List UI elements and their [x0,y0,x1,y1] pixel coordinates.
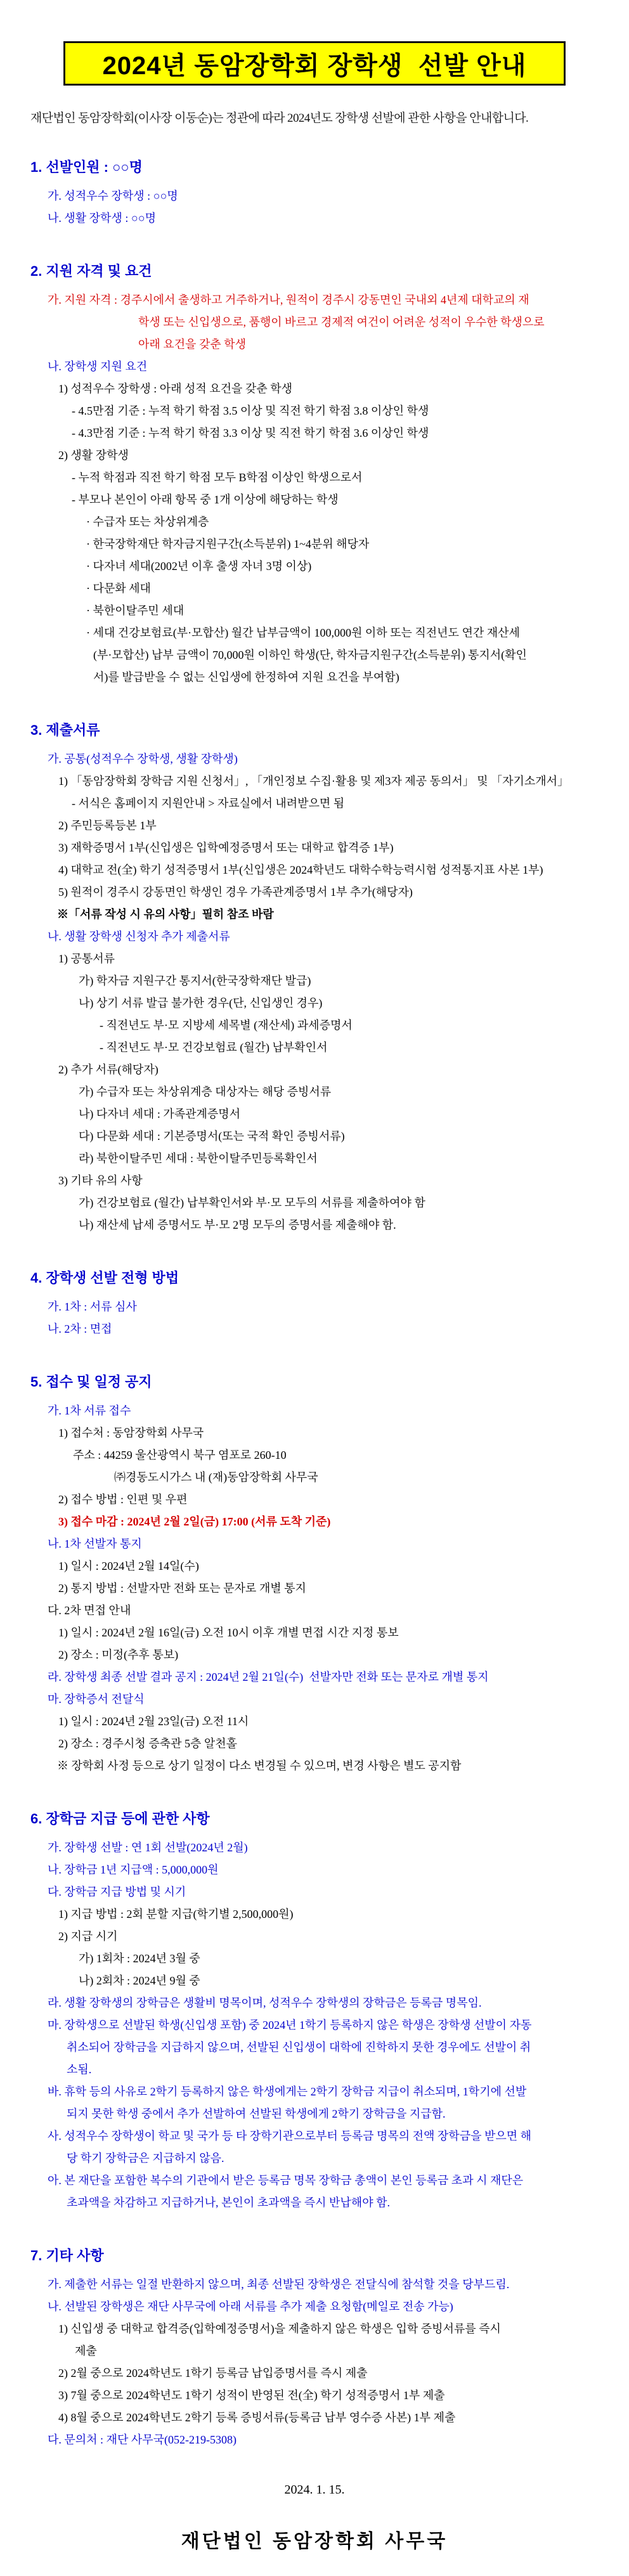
text-line: 가. 성적우수 장학생 : ○○명 [48,190,178,202]
intro-paragraph: 재단법인 동암장학회(이사장 이동순)는 정관에 따라 2024년도 장학생 선발에 관한 사항을 안내합니다. [30,112,529,125]
text-line: 취소되어 장학금을 지급하지 않으며, 선발된 신입생이 대학에 진학하지 못한 경우에도 선발이 취 [67,2041,531,2054]
text-line: 나) 재산세 납세 증명서도 부·모 2명 모두의 증명서를 제출해야 함. [79,1219,396,1231]
text-line: 나. 선발된 장학생은 재단 사무국에 아래 서류를 추가 제출 요청함(메일로 전송 가능) [48,2300,453,2313]
page-title: 2024년 동암장학회 장학생 선발 안내 [102,51,527,80]
text-line: · 다자녀 세대(2002년 이후 출생 자녀 3명 이상) [86,560,312,573]
text-line: 나. 장학금 1년 지급액 : 5,000,000원 [48,1863,219,1876]
text-line: · 한국장학재단 학자금지원구간(소득분위) 1~4분위 해당자 [86,538,370,550]
text-line: 1) 「동암장학회 장학금 지원 신청서」, 「개인정보 수집·활용 및 제3자 제공 동의서」 및 「자기소개서」 [58,775,569,787]
text-line: 다) 다문화 세대 : 기본증명서(또는 국적 확인 증빙서류) [79,1130,345,1142]
text-line: 다. 장학금 지급 방법 및 시기 [48,1886,186,1898]
section-heading: 7. 기타 사항 [30,2248,104,2263]
text-line: 3) 기타 유의 사항 [58,1174,143,1187]
text-line: 나. 2차 : 면접 [48,1323,112,1335]
text-line: 2) 주민등록등본 1부 [58,819,157,832]
text-line: 마. 장학증서 전달식 [48,1693,145,1705]
text-line: 2) 장소 : 경주시청 증축관 5층 알천홀 [58,1737,238,1750]
text-line: 1) 일시 : 2024년 2월 14일(수) [58,1560,199,1572]
text-line: 가. 장학생 선발 : 연 1회 선발(2024년 2월) [48,1841,248,1854]
section-heading: 2. 지원 자격 및 요건 [30,263,152,279]
text-line: 3) 7월 중으로 2024학년도 1학기 성적이 반영된 전(全) 학기 성적증명서 1부 제출 [58,2389,445,2402]
text-line: 가. 1차 서류 접수 [48,1404,131,1417]
section [0,722,629,1236]
title-banner [63,41,566,86]
text-line: ※ 장학회 사정 등으로 상기 일정이 다소 변경될 수 있으며, 변경 사항은 별도 공지함 [57,1759,462,1772]
sections [0,159,629,2451]
text-line: 가. 공통(성적우수 장학생, 생활 장학생) [48,753,238,765]
text-line: 2) 장소 : 미정(추후 통보) [58,1648,179,1661]
text-line: 주소 : 44259 울산광역시 북구 염포로 260-10 [73,1449,287,1461]
text-line: 1) 신입생 중 대학교 합격증(입학예정증명서)을 제출하지 않은 학생은 입학 증빙서류를 즉시 [58,2322,501,2335]
text-line: 나. 1차 선발자 통지 [48,1537,142,1550]
text-line: 다. 2차 면접 안내 [48,1604,131,1617]
section [0,1810,629,2214]
section-heading: 3. 제출서류 [30,722,100,738]
text-line: - 직전년도 부·모 지방세 세목별 (재산세) 과세증명서 [100,1019,353,1032]
section-heading: 6. 장학금 지급 등에 관한 사항 [30,1811,210,1827]
text-line: 2) 접수 방법 : 인편 및 우편 [58,1493,188,1506]
section-heading: 5. 접수 및 일정 공지 [30,1374,152,1390]
text-line: 3) 재학증명서 1부(신입생은 입학예정증명서 또는 대학교 합격증 1부) [58,841,394,854]
text-line: 학생 또는 신입생으로, 품행이 바르고 경제적 여건이 어려운 성적이 우수한 학생으로 [138,316,545,328]
text-line: 마. 장학생으로 선발된 학생(신입생 포함) 중 2024년 1학기 등록하지 않은 학생은 장학생 선발이 자동 [48,2019,532,2031]
text-line: 4) 8월 중으로 2024학년도 2학기 등록 증빙서류(등록금 납부 영수증 사본) 1부 제출 [58,2411,456,2424]
text-line: 4) 대학교 전(全) 학기 성적증명서 1부(신입생은 2024학년도 대학수학능력시험 성적통지표 사본 1부) [58,864,543,876]
text-line: 1) 접수처 : 동암장학회 사무국 [58,1427,204,1439]
text-line: 2) 추가 서류(해당자) [58,1063,159,1076]
text-line: 나) 2회차 : 2024년 9월 중 [79,1974,200,1987]
section [0,1269,629,1340]
text-line: - 4.3만점 기준 : 누적 학기 학점 3.3 이상 및 직전 학기 학점 3.6 이상인 학생 [72,427,429,439]
section [0,2247,629,2451]
text-line: · 북한이탈주민 세대 [86,604,185,617]
text-line: 바. 휴학 등의 사유로 2학기 등록하지 않은 학생에게는 2학기 장학금 지급이 취소되며, 1학기에 선발 [48,2085,527,2098]
text-line: 1) 일시 : 2024년 2월 23일(금) 오전 11시 [58,1715,249,1728]
text-line: - 누적 학점과 직전 학기 학점 모두 B학점 이상인 학생으로서 [72,471,363,484]
text-line: ※「서류 작성 시 유의 사항」필히 참조 바람 [57,908,274,921]
text-line: 가) 수급자 또는 차상위계층 대상자는 해당 증빙서류 [79,1085,332,1098]
text-line: 2) 통지 방법 : 선발자만 전화 또는 문자로 개별 통지 [58,1582,306,1595]
text-line: 가. 지원 자격 : 경주시에서 출생하고 거주하거나, 원적이 경주시 강동면인 국내외 4년제 대학교의 재 [48,294,529,306]
text-line: - 서식은 홈페이지 지원안내 > 자료실에서 내려받으면 됨 [72,797,345,810]
text-line: 아. 본 재단을 포함한 복수의 기관에서 받은 등록금 명목 장학금 총액이 본인 등록금 초과 시 재단은 [48,2174,524,2187]
text-line: 라. 생활 장학생의 장학금은 생활비 명목이며, 성적우수 장학생의 장학금은 등록금 명목임. [48,1997,482,2009]
text-line: 나. 장학생 지원 요건 [48,360,148,373]
text-line: 다. 문의처 : 재단 사무국(052-219-5308) [48,2433,237,2446]
text-line: 라. 장학생 최종 선발 결과 공지 : 2024년 2월 21일(수) 선발자만 전화 또는 문자로 개별 통지 [48,1671,489,1683]
text-line: 5) 원적이 경주시 강동면인 학생인 경우 가족관계증명서 1부 추가(해당자) [58,886,413,898]
text-line: 되지 못한 학생 중에서 추가 선발하여 선발된 학생에게 2학기 장학금을 지급함. [67,2107,446,2120]
text-line: 나. 생활 장학생 신청자 추가 제출서류 [48,930,230,943]
text-line: 가. 제출한 서류는 일절 반환하지 않으며, 최종 선발된 장학생은 전달식에 참석할 것을 당부드림. [48,2278,510,2291]
section [0,262,629,689]
text-line: 서)를 발급받을 수 없는 신입생에 한정하여 지원 요건을 부여함) [93,671,399,683]
text-line: 사. 성적우수 장학생이 학교 및 국가 등 타 장학기관으로부터 등록금 명목의 전액 장학금을 받으면 해 [48,2130,532,2142]
text-line: 가) 학자금 지원구간 통지서(한국장학재단 발급) [79,974,311,987]
text-line: 초과액을 차감하고 지급하거나, 본인이 초과액을 즉시 반납해야 함. [67,2196,390,2209]
text-line: (부·모합산) 납부 금액이 70,000원 이하인 학생(단, 학자금지원구간(소득분위) 통지서(확인 [93,649,527,661]
text-line: 나) 상기 서류 발급 불가한 경우(단, 신입생인 경우) [79,997,323,1009]
document-date: 2024. 1. 15. [284,2483,345,2497]
section-heading: 1. 선발인원 : ○○명 [30,159,143,175]
text-line: · 수급자 또는 차상위계층 [86,515,209,528]
text-line: · 세대 건강보험료(부·모합산) 월간 납부금액이 100,000원 이하 또는 직전년도 연간 재산세 [86,626,520,639]
text-line: - 직전년도 부·모 건강보험료 (월간) 납부확인서 [100,1041,328,1054]
text-line: · 다문화 세대 [86,582,151,595]
text-line: 나) 다자녀 세대 : 가족관계증명서 [79,1108,241,1120]
section-heading: 4. 장학생 선발 전형 방법 [30,1270,179,1286]
issuer-name: 재단법인 동암장학회 사무국 [181,2531,448,2552]
text-line: 가. 1차 : 서류 심사 [48,1300,137,1313]
text-line: 1) 공통서류 [58,952,115,965]
text-line: 1) 일시 : 2024년 2월 16일(금) 오전 10시 이후 개별 면접 시간 지정 통보 [58,1626,399,1639]
text-line: 아래 요건을 갖춘 학생 [138,338,246,351]
text-line: 1) 성적우수 장학생 : 아래 성적 요건을 갖춘 학생 [58,382,292,395]
text-line: 1) 지급 방법 : 2회 분할 지급(학기별 2,500,000원) [58,1908,294,1920]
text-line: 당 학기 장학금은 지급하지 않음. [67,2152,224,2165]
text-line: 2) 생활 장학생 [58,449,129,462]
section [0,1373,629,1777]
text-line: 가) 건강보험료 (월간) 납부확인서와 부·모 모두의 서류를 제출하여야 함 [79,1196,425,1209]
text-line: - 부모나 본인이 아래 항목 중 1개 이상에 해당하는 학생 [72,493,339,506]
text-line: - 4.5만점 기준 : 누적 학기 학점 3.5 이상 및 직전 학기 학점 3.8 이상인 학생 [72,405,429,417]
text-line: 나. 생활 장학생 : ○○명 [48,212,156,224]
text-line: 라) 북한이탈주민 세대 : 북한이탈주민등록확인서 [79,1152,318,1165]
text-line: 가) 1회차 : 2024년 3월 중 [79,1952,200,1965]
text-line: 2) 2월 중으로 2024학년도 1학기 등록금 납입증명서를 즉시 제출 [58,2367,368,2379]
text-line: ㈜경동도시가스 내 (재)동암장학회 사무국 [114,1471,318,1484]
text-line: 2) 지급 시기 [58,1930,118,1943]
text-line: 제출 [75,2345,97,2357]
text-line: 3) 접수 마감 : 2024년 2월 2일(금) 17:00 (서류 도착 기준) [58,1515,331,1528]
section [0,159,629,230]
text-line: 소됨. [67,2063,92,2076]
